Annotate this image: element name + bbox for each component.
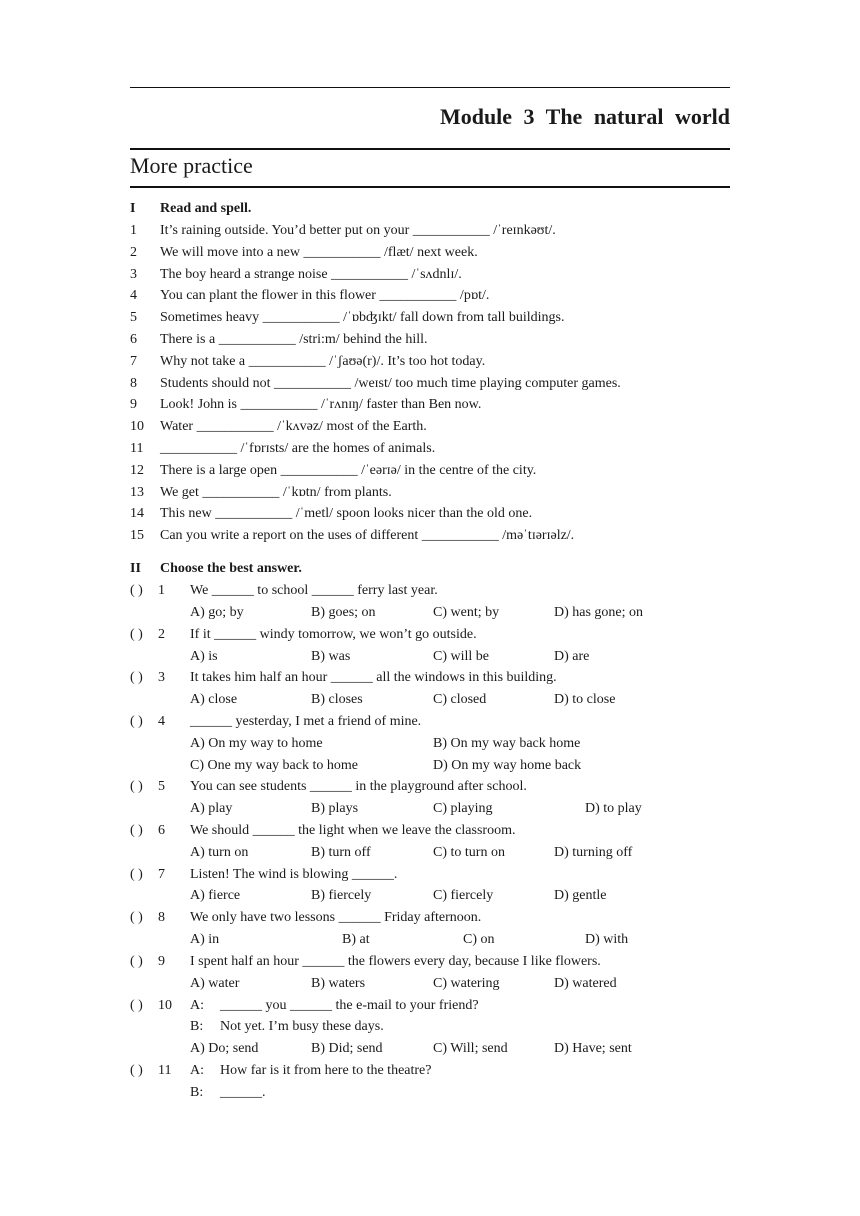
option-a: A) in (190, 932, 220, 947)
option-d: D) with (585, 932, 629, 947)
option-c: C) playing (433, 801, 493, 816)
option-b: B) goes; on (311, 605, 376, 620)
item-text: ___________ /ˈfɒrɪsts/ are the homes of animals. (160, 441, 436, 456)
question-text: If it ______ windy tomorrow, we won’t go outside. (190, 627, 477, 642)
item-number: 12 (130, 463, 144, 478)
item-number: 7 (130, 354, 137, 369)
option-c: C) to turn on (433, 845, 505, 860)
item-text: Water ___________ /ˈkʌvəz/ most of the Earth. (160, 419, 427, 434)
option-a: A) fierce (190, 888, 241, 903)
top-rule (130, 87, 730, 88)
item-text: This new ___________ /ˈmetl/ spoon looks nicer than the old one. (160, 506, 533, 521)
option-a: A) play (190, 801, 233, 816)
module-title: Module 3 The natural world (439, 104, 730, 129)
item-number: 8 (130, 376, 137, 391)
option-b: B) plays (311, 801, 359, 816)
question-number: 3 (158, 670, 165, 685)
question-text: We should ______ the light when we leave the classroom. (190, 823, 516, 838)
option-a: A) Do; send (190, 1041, 259, 1056)
item-text: Can you write a report on the uses of different ___________ /məˈtɪərɪəlz/. (160, 528, 575, 543)
dialogue-speaker: B: (190, 1085, 204, 1100)
question-number: 5 (158, 779, 165, 794)
item-text: We get ___________ /ˈkɒtn/ from plants. (160, 485, 392, 500)
item-text: It’s raining outside. You’d better put on your ___________ /ˈreɪnkəʊt/. (160, 223, 556, 238)
option-b: B) Did; send (311, 1041, 383, 1056)
part2-numeral: II (130, 561, 141, 576)
question-number: 7 (158, 867, 165, 882)
section-rule (130, 186, 730, 188)
option-d: D) turning off (554, 845, 633, 860)
question-number: 1 (158, 583, 165, 598)
dialogue-line: ______. (220, 1085, 266, 1100)
item-number: 11 (130, 441, 144, 456)
answer-bracket[interactable]: ( ) (130, 954, 143, 969)
option-b: B) fiercely (311, 888, 372, 903)
option-a: A) is (190, 649, 218, 664)
item-number: 14 (130, 506, 144, 521)
question-text: You can see students ______ in the playground after school. (190, 779, 527, 794)
dialogue-speaker: A: (190, 1063, 204, 1078)
question-number: 6 (158, 823, 165, 838)
question-text: I spent half an hour ______ the flowers every day, because I like flowers. (190, 954, 601, 969)
question-number: 9 (158, 954, 165, 969)
item-text: Look! John is ___________ /ˈrʌnɪŋ/ faster than Ben now. (160, 397, 482, 412)
option-c: C) will be (433, 649, 489, 664)
item-text: There is a large open ___________ /ˈeərɪə/ in the centre of the city. (160, 463, 537, 478)
question-number: 10 (158, 998, 172, 1013)
option-a: A) On my way to home (190, 736, 323, 751)
question-number: 11 (158, 1063, 172, 1078)
option-d: D) Have; sent (554, 1041, 632, 1056)
option-a: A) water (190, 976, 240, 991)
option-b: B) at (342, 932, 370, 947)
option-b: B) closes (311, 692, 363, 707)
part2-heading: Choose the best answer. (160, 561, 302, 576)
answer-bracket[interactable]: ( ) (130, 1063, 143, 1078)
option-b: B) was (311, 649, 351, 664)
dialogue-line: ______ you ______ the e-mail to your friend? (220, 998, 479, 1013)
part1-numeral: I (130, 201, 136, 216)
question-text: ______ yesterday, I met a friend of mine. (190, 714, 422, 729)
answer-bracket[interactable]: ( ) (130, 779, 143, 794)
question-number: 2 (158, 627, 165, 642)
dialogue-line: Not yet. I’m busy these days. (220, 1019, 384, 1034)
answer-bracket[interactable]: ( ) (130, 627, 143, 642)
option-d: D) to play (585, 801, 642, 816)
answer-bracket[interactable]: ( ) (130, 670, 143, 685)
answer-bracket[interactable]: ( ) (130, 583, 143, 598)
answer-bracket[interactable]: ( ) (130, 867, 143, 882)
title-rule (130, 148, 730, 150)
item-text: The boy heard a strange noise ___________ /ˈsʌdnlɪ/. (160, 267, 462, 282)
item-number: 6 (130, 332, 137, 347)
item-number: 2 (130, 245, 137, 260)
option-c: C) closed (433, 692, 487, 707)
item-number: 1 (130, 223, 137, 238)
option-a: A) turn on (190, 845, 249, 860)
dialogue-line: How far is it from here to the theatre? (220, 1063, 432, 1078)
answer-bracket[interactable]: ( ) (130, 998, 143, 1013)
item-number: 9 (130, 397, 137, 412)
option-b: B) On my way back home (433, 736, 581, 751)
question-text: Listen! The wind is blowing ______. (190, 867, 398, 882)
option-d: D) watered (554, 976, 617, 991)
question-text: We only have two lessons ______ Friday afternoon. (190, 910, 482, 925)
item-number: 3 (130, 267, 137, 282)
option-c: C) fiercely (433, 888, 494, 903)
question-number: 8 (158, 910, 165, 925)
option-b: B) waters (311, 976, 366, 991)
option-c: C) One my way back to home (190, 758, 358, 773)
dialogue-speaker: A: (190, 998, 204, 1013)
answer-bracket[interactable]: ( ) (130, 910, 143, 925)
answer-bracket[interactable]: ( ) (130, 714, 143, 729)
option-d: D) gentle (554, 888, 607, 903)
item-number: 4 (130, 288, 137, 303)
item-text: You can plant the flower in this flower ___________ /pɒt/. (160, 288, 490, 303)
item-number: 13 (130, 485, 144, 500)
answer-bracket[interactable]: ( ) (130, 823, 143, 838)
option-c: C) went; by (433, 605, 500, 620)
question-text: We ______ to school ______ ferry last year. (190, 583, 438, 598)
dialogue-speaker: B: (190, 1019, 204, 1034)
item-text: There is a ___________ /stri:m/ behind the hill. (160, 332, 428, 347)
item-text: We will move into a new ___________ /flæt/ next week. (160, 245, 478, 260)
item-text: Students should not ___________ /weɪst/ too much time playing computer games. (160, 376, 621, 391)
option-d: D) has gone; on (554, 605, 644, 620)
option-d: D) to close (554, 692, 616, 707)
option-d: D) On my way home back (433, 758, 582, 773)
part1-heading: Read and spell. (160, 201, 252, 216)
section-title: More practice (130, 153, 253, 178)
option-d: D) are (554, 649, 590, 664)
item-number: 5 (130, 310, 137, 325)
question-text: It takes him half an hour ______ all the windows in this building. (190, 670, 557, 685)
option-b: B) turn off (311, 845, 371, 860)
option-a: A) go; by (190, 605, 244, 620)
option-a: A) close (190, 692, 238, 707)
option-c: C) on (463, 932, 495, 947)
option-c: C) watering (433, 976, 500, 991)
item-number: 15 (130, 528, 144, 543)
item-text: Why not take a ___________ /ˈʃaʊə(r)/. It’s too hot today. (160, 354, 486, 369)
item-text: Sometimes heavy ___________ /ˈɒbʤɪkt/ fall down from tall buildings. (160, 310, 565, 325)
question-number: 4 (158, 714, 165, 729)
item-number: 10 (130, 419, 144, 434)
option-c: C) Will; send (433, 1041, 508, 1056)
